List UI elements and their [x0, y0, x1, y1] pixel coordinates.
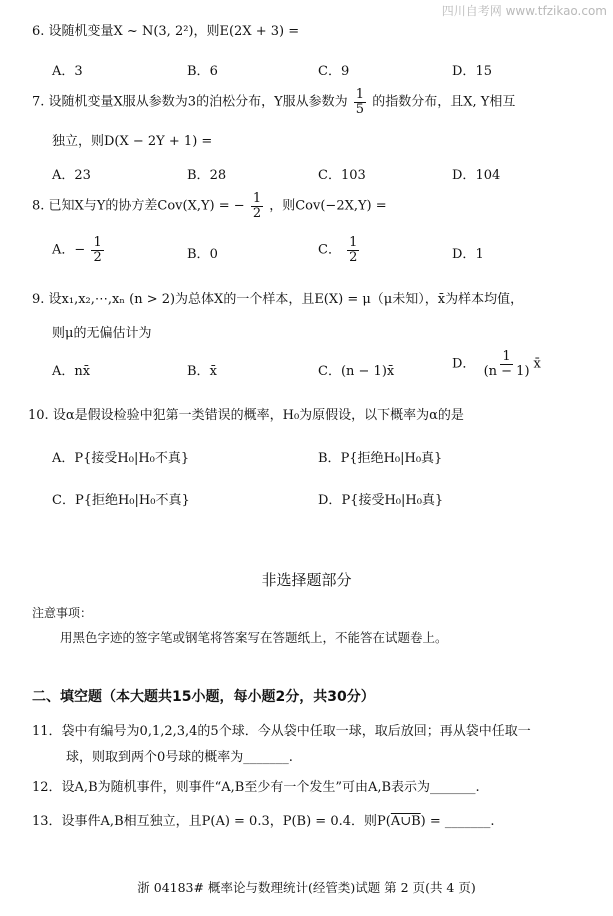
q-stem-line2: 球，则取到两个0号球的概率为_______.	[66, 750, 293, 765]
option-d: D．1	[452, 247, 484, 262]
notice-body: 用黑色字迹的签字笔或钢笔将答案写在答题纸上，不能答在试题卷上。	[60, 630, 448, 645]
q-number: 8.	[32, 198, 45, 214]
fraction: $\frac{1}{2}$	[252, 191, 262, 221]
q-stem-line2: 则μ的无偏估计为	[52, 326, 152, 341]
option-a: A．− $\frac{1}{2}$	[52, 235, 102, 265]
question-6	[32, 20, 299, 39]
section-title: 非选择题部分	[261, 571, 352, 589]
page-footer: 浙 04183# 概率论与数理统计(经管类)试题 第 2 页(共 4 页)	[137, 880, 476, 895]
option-b: B．0	[187, 247, 218, 262]
q-stem: 设α是假设检验中犯第一类错误的概率，H₀为原假设，以下概率为α的是	[52, 408, 464, 423]
option-b: B．x̄	[187, 364, 217, 379]
option-d: D．15	[452, 64, 492, 79]
q-stem: 设随机变量X ~ N(3, 2²)，则E(2X + 3) =	[48, 24, 300, 39]
question-11: 11．袋中有编号为0,1,2,3,4的5个球．今从袋中任取一球，取后放回；再从袋中任取一	[32, 724, 531, 739]
option-a: A．P{接受H₀|H₀不真}	[52, 451, 190, 466]
q-number: 11．	[32, 724, 62, 739]
q-number: 9.	[32, 292, 45, 307]
q-number: 10.	[28, 408, 49, 423]
option-b: B．28	[187, 168, 227, 183]
question-7: 7. 设随机变量X服从参数为3的泊松分布，Y服从参数为 $\frac{1}{5}$ 的指数分布，且X, Y相互	[32, 87, 516, 117]
option-d: D． $\frac{1}{(n - 1)}$ x̄	[452, 349, 541, 379]
fraction: $\frac{1}{5}$	[355, 87, 365, 117]
q-number: 6.	[32, 24, 45, 39]
option-b: B．P{拒绝H₀|H₀真}	[318, 451, 443, 466]
watermark: 四川自考网 www.tfzikao.com	[441, 4, 607, 18]
q-number: 13．	[32, 814, 62, 829]
notice-title: 注意事项：	[32, 606, 93, 620]
question-9	[32, 288, 523, 307]
option-c: C．9	[318, 64, 350, 79]
option-d: D．P{接受H₀|H₀真}	[318, 493, 444, 508]
option-a: A．nx̄	[52, 364, 91, 379]
option-d: D．104	[452, 168, 501, 183]
option-c: C．(n − 1)x̄	[318, 364, 395, 379]
q-number: 12．	[32, 780, 62, 795]
option-b: B．6	[187, 64, 218, 79]
option-c: C．103	[318, 168, 366, 183]
q-stem-line2: 独立，则D(X − 2Y + 1) =	[52, 134, 213, 149]
question-8: 8. 已知X与Y的协方差Cov(X,Y) = − $\frac{1}{2}$ ，则Cov(−2X,Y) =	[32, 191, 387, 221]
option-a: A．23	[52, 168, 91, 183]
question-10	[28, 404, 464, 423]
option-c: C． $\frac{1}{2}$	[318, 235, 358, 265]
option-a: A．3	[52, 64, 83, 79]
question-12: 12．设A,B为随机事件，则事件“A,B至少有一个发生”可由A,B表示为_______.	[32, 780, 480, 795]
q-number: 7.	[32, 94, 45, 110]
question-13: 13．设事件A,B相互独立，且P(A) = 0.3，P(B) = 0.4．则P(A∪B) = _______.	[32, 814, 495, 829]
part2-title: 二、填空题（本大题共15小题，每小题2分，共30分）	[32, 689, 375, 705]
option-c: C．P{拒绝H₀|H₀不真}	[52, 493, 190, 508]
q-stem: 设x₁,x₂,⋯,xₙ (n > 2)为总体X的一个样本，且E(X) = μ（μ未知），x̄为样本均值，	[48, 292, 524, 307]
